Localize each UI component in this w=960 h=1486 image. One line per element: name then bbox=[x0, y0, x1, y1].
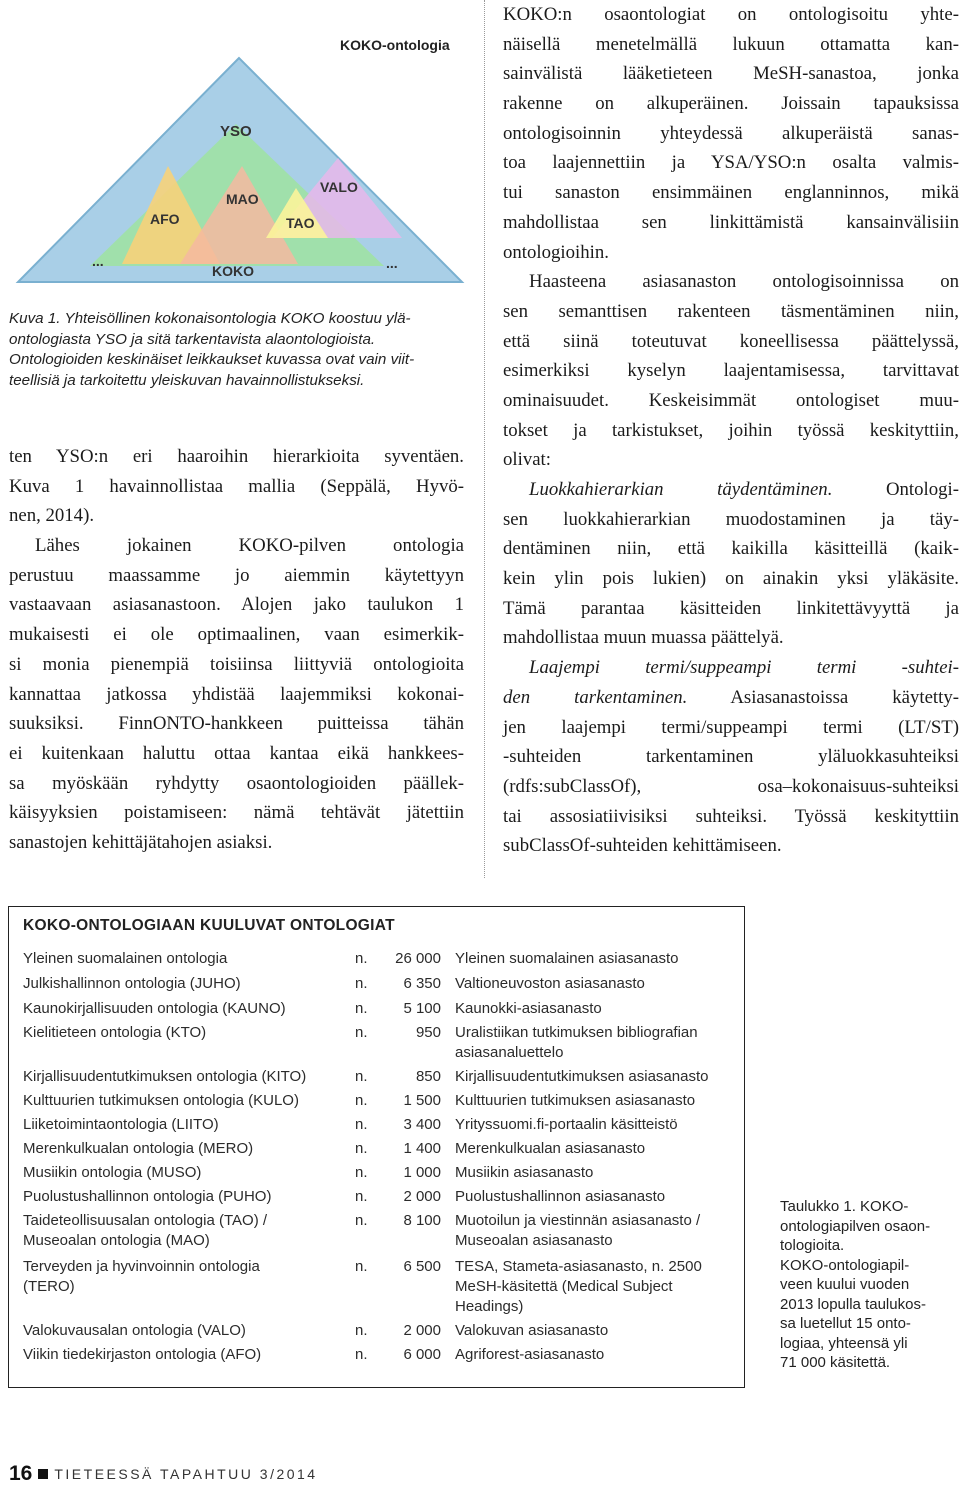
count-value: 2 000 bbox=[403, 1322, 441, 1339]
label-yso: YSO bbox=[220, 123, 252, 140]
text-line: näisellä menetelmällä lukuun ottamatta kan- bbox=[503, 33, 959, 55]
count-prefix: n. bbox=[355, 1068, 368, 1085]
page-number: 16 bbox=[9, 1462, 33, 1485]
source-vocabulary-line: Kirjallisuudentutkimuksen asiasanasto bbox=[455, 1068, 709, 1085]
source-vocabulary bbox=[455, 1091, 740, 1111]
ontology-name-line: Valokuvausalan ontologia (VALO) bbox=[23, 1322, 246, 1339]
ontology-name bbox=[23, 1067, 343, 1087]
caption-line: 2013 lopulla taulukos- bbox=[780, 1295, 926, 1313]
count-value: 3 400 bbox=[403, 1116, 441, 1133]
text-line: (rdfs:subClassOf), osa–kokonaisuus-suhteiksi bbox=[503, 775, 959, 797]
label-dots-right: ... bbox=[386, 255, 398, 271]
text-line: tai assosiatiivisiksi suhteiksi. Työssä keskityttiin bbox=[503, 805, 959, 827]
text-line: tokset ja tarkistukset, joihin työssä keskityttiin, bbox=[503, 419, 959, 441]
text-line: sanastojen kehittäjätahojen asiaksi. bbox=[9, 831, 273, 853]
figure-caption bbox=[9, 309, 471, 391]
italic-heading: Luokkahierarkian täydentäminen. bbox=[529, 479, 833, 500]
source-vocabulary-line: Uralistiikan tutkimuksen bibliografian bbox=[455, 1024, 698, 1041]
count-value: 6 350 bbox=[403, 975, 441, 992]
ontology-name bbox=[23, 974, 343, 994]
italic-heading: den tarkentaminen. bbox=[503, 686, 688, 708]
text-line: sen luokkahierarkian muodostaminen ja täy- bbox=[503, 508, 959, 530]
source-vocabulary-line: Kulttuurien tutkimuksen asiasanasto bbox=[455, 1092, 696, 1109]
text-line: suuksiksi. FinnONTO-hankkeen puitteissa tähän bbox=[9, 713, 464, 735]
journal-name: TIETEESSÄ TAPAHTUU 3/2014 bbox=[54, 1466, 318, 1482]
ontology-name-line: Kirjallisuudentutkimuksen ontologia (KITO) bbox=[23, 1068, 307, 1085]
text-line: tui sanaston ensimmäinen englanninnos, mikä bbox=[503, 182, 959, 204]
text-line: Tämä parantaa käsitteiden linkitettävyyttä ja bbox=[503, 597, 959, 619]
caption-line: sa luetellut 15 onto- bbox=[780, 1315, 911, 1332]
ontology-name-line: Museoalan ontologia (MAO) bbox=[23, 1232, 210, 1249]
count-value: 950 bbox=[415, 1024, 441, 1041]
source-vocabulary-line: Merenkulkualan asiasanasto bbox=[455, 1140, 646, 1157]
ontology-name-line: Kaunokirjallisuuden ontologia (KAUNO) bbox=[23, 1000, 286, 1017]
text-line: esimerkiksi kyselyn laajentamisessa, tarvittavat bbox=[503, 360, 959, 382]
caption-line: teellisiä ja tarkoitettu yleiskuvan havainnollistukseksi. bbox=[9, 371, 365, 389]
text-line: sainvälistä lääketieteen MeSH-sanastoa, jonka bbox=[503, 63, 959, 85]
text-line: -suhteiden tarkentaminen yläluokkasuhteiksi bbox=[503, 746, 959, 768]
count-prefix: n. bbox=[355, 1164, 368, 1181]
count-value: 6 000 bbox=[403, 1346, 441, 1363]
count-prefix: n. bbox=[355, 1116, 368, 1133]
source-vocabulary bbox=[455, 974, 740, 994]
text-line: perustuu maassamme jo aiemmin käytettyyn bbox=[9, 564, 464, 586]
ontology-name bbox=[23, 1211, 343, 1251]
ontology-name-line: (TERO) bbox=[23, 1278, 75, 1295]
count-prefix: n. bbox=[355, 1346, 368, 1363]
column-divider bbox=[484, 0, 486, 878]
count-value: 1 500 bbox=[403, 1092, 441, 1109]
ontology-name bbox=[23, 1257, 343, 1297]
source-vocabulary bbox=[455, 1163, 740, 1183]
label-valo: VALO bbox=[320, 179, 358, 195]
count-value: 26 000 bbox=[395, 950, 441, 967]
text-line: Lähes jokainen KOKO-pilven ontologia bbox=[35, 535, 464, 557]
text-line bbox=[503, 653, 959, 683]
text-line: sa myöskään ryhdytty osaontologioiden päällek- bbox=[9, 772, 464, 794]
caption-line: 71 000 käsitettä. bbox=[780, 1354, 891, 1371]
count-value: 5 100 bbox=[403, 1000, 441, 1017]
caption-line: veen kuului vuoden bbox=[780, 1276, 910, 1293]
text-line: rakenne on alkuperäinen. Joissain tapauksissa bbox=[503, 93, 959, 115]
count-prefix: n. bbox=[355, 950, 368, 967]
text-line: olivat: bbox=[503, 449, 551, 471]
count-value: 850 bbox=[415, 1068, 441, 1085]
source-vocabulary-line: Kaunokki-asiasanasto bbox=[455, 1000, 602, 1017]
text-line: jen laajempi termi/suppeampi termi (LT/ST) bbox=[503, 716, 959, 738]
caption-line: logiaa, yhteensä yli bbox=[780, 1334, 908, 1352]
ontology-name-line: Viikin tiedekirjaston ontologia (AFO) bbox=[23, 1346, 262, 1363]
source-vocabulary bbox=[455, 1139, 740, 1159]
text-line: käisyyksien poistamiseen: nämä tehtävät jätettiin bbox=[9, 802, 464, 824]
source-vocabulary bbox=[455, 1321, 740, 1341]
count-value: 6 500 bbox=[403, 1258, 441, 1275]
source-vocabulary-line: Agriforest-asiasanasto bbox=[455, 1346, 605, 1363]
left-column-text bbox=[9, 442, 464, 858]
count-prefix: n. bbox=[355, 1024, 368, 1041]
text-line: toa laajennettiin ja YSA/YSO:n osalta valmis- bbox=[503, 152, 959, 174]
ontology-name-line: Kulttuurien tutkimuksen ontologia (KULO) bbox=[23, 1092, 299, 1109]
source-vocabulary-line: Yrityssuomi.fi-portaalin käsitteistö bbox=[455, 1116, 678, 1133]
ontology-name-line: Merenkulkualan ontologia (MERO) bbox=[23, 1140, 254, 1157]
text-line: kein ylin pois lukien) on ainakin yksi yläkäsite. bbox=[503, 568, 959, 590]
ontology-name bbox=[23, 1091, 343, 1111]
text-line: KOKO:n osaontologiat on ontologisoitu yhte- bbox=[503, 4, 959, 25]
square-bullet-icon bbox=[38, 1469, 48, 1479]
ontology-name bbox=[23, 999, 343, 1019]
text-line: ontologioihin. bbox=[503, 241, 609, 263]
text-run: Asiasanastoissa käytetty- bbox=[687, 686, 960, 708]
caption-line: Kuva 1. Yhteisöllinen kokonaisontologia KOKO koostuu ylä- bbox=[9, 310, 411, 327]
source-vocabulary bbox=[455, 1345, 740, 1365]
table-title: KOKO-ONTOLOGIAAN KUULUVAT ONTOLOGIAT bbox=[23, 917, 395, 934]
label-dots-left: ... bbox=[92, 253, 104, 269]
text-line: dentäminen niin, että kaikilla käsitteillä (kaik- bbox=[503, 538, 959, 560]
text-line: Haasteena asiasanaston ontologisoinnissa on bbox=[529, 271, 959, 293]
source-vocabulary-line: asiasanaluettelo bbox=[455, 1044, 564, 1061]
count-prefix: n. bbox=[355, 1092, 368, 1109]
label-afo: AFO bbox=[150, 211, 180, 227]
source-vocabulary bbox=[455, 949, 740, 969]
label-koko-ontologia: KOKO-ontologia bbox=[340, 37, 450, 53]
caption-line: tologioita. bbox=[780, 1237, 845, 1254]
koko-ontology-figure bbox=[10, 6, 468, 290]
source-vocabulary bbox=[455, 999, 740, 1019]
text-line: ten YSO:n eri haaroihin hierarkioita syventäen. bbox=[9, 446, 464, 467]
count-prefix: n. bbox=[355, 975, 368, 992]
text-line: ei kuitenkaan haluttu ottaa kantaa eikä hankkees- bbox=[9, 742, 464, 764]
text-line: si monia pienempiä toisiinsa liittyviä ontologioita bbox=[9, 653, 464, 675]
text-line bbox=[503, 683, 959, 713]
count-prefix: n. bbox=[355, 1212, 368, 1229]
source-vocabulary-line: MeSH-käsitettä (Medical Subject bbox=[455, 1278, 673, 1295]
caption-line: KOKO-ontologiapil- bbox=[780, 1256, 910, 1274]
text-line: vastaavaan asiasanastoon. Alojen jako taulukon 1 bbox=[9, 594, 464, 616]
italic-heading: Laajempi termi/suppeampi termi -suhtei- bbox=[529, 657, 959, 679]
text-line: mahdollistaa sen linkittämistä kansainvälisiin bbox=[503, 211, 959, 233]
text-line: nen, 2014). bbox=[9, 505, 95, 527]
text-line: Kuva 1 havainnollistaa mallia (Seppälä, Hyvö- bbox=[9, 475, 464, 497]
ontology-table bbox=[8, 906, 745, 1388]
caption-line: ontologiapilven osaon- bbox=[780, 1217, 931, 1235]
text-line: ominaisuudet. Keskeisimmät ontologiset muu- bbox=[503, 389, 959, 411]
source-vocabulary-line: TESA, Stameta-asiasanasto, n. 2500 bbox=[455, 1258, 702, 1275]
source-vocabulary-line: Puolustushallinnon asiasanasto bbox=[455, 1188, 666, 1205]
ontology-name-line: Taideteollisuusalan ontologia (TAO) / bbox=[23, 1212, 268, 1229]
count-prefix: n. bbox=[355, 1188, 368, 1205]
label-tao: TAO bbox=[286, 215, 315, 231]
ontology-name-line: Puolustushallinnon ontologia (PUHO) bbox=[23, 1188, 272, 1205]
right-column-text bbox=[503, 0, 959, 861]
caption-line: Taulukko 1. KOKO- bbox=[780, 1198, 909, 1215]
count-value: 1 000 bbox=[403, 1164, 441, 1181]
text-line: että siinä toteutuvat koneellisessa päättelyssä, bbox=[503, 330, 959, 352]
caption-line: ontologiasta YSO ja sitä tarkentavista alaontologioista. bbox=[9, 330, 376, 348]
caption-line: Ontologioiden keskinäiset leikkaukset kuvassa ovat vain viit- bbox=[9, 351, 415, 368]
ontology-name bbox=[23, 1187, 343, 1207]
ontology-name bbox=[23, 1163, 343, 1183]
text-line: subClassOf-suhteiden kehittämiseen. bbox=[503, 835, 782, 857]
ontology-name-line: Liiketoimintaontologia (LIITO) bbox=[23, 1116, 219, 1133]
ontology-name-line: Terveyden ja hyvinvoinnin ontologia bbox=[23, 1258, 260, 1275]
text-line: mahdollistaa muun muassa päättelyä. bbox=[503, 627, 784, 649]
ontology-name bbox=[23, 1321, 343, 1341]
count-prefix: n. bbox=[355, 1140, 368, 1157]
page-footer bbox=[9, 1462, 318, 1486]
label-mao: MAO bbox=[226, 191, 259, 207]
ontology-name bbox=[23, 1345, 343, 1365]
ontology-name-line: Yleinen suomalainen ontologia bbox=[23, 950, 228, 967]
count-prefix: n. bbox=[355, 1258, 368, 1275]
source-vocabulary bbox=[455, 1211, 740, 1251]
source-vocabulary-line: Valokuvan asiasanasto bbox=[455, 1322, 609, 1339]
ontology-name bbox=[23, 1023, 343, 1043]
ontology-name-line: Kielitieteen ontologia (KTO) bbox=[23, 1024, 207, 1041]
source-vocabulary-line: Yleinen suomalainen asiasanasto bbox=[455, 950, 679, 967]
text-line: mukaisesti ei ole optimaalinen, vaan esimerkik- bbox=[9, 624, 464, 646]
count-prefix: n. bbox=[355, 1000, 368, 1017]
source-vocabulary-line: Headings) bbox=[455, 1298, 524, 1315]
source-vocabulary-line: Musiikin asiasanasto bbox=[455, 1164, 594, 1181]
source-vocabulary bbox=[455, 1187, 740, 1207]
source-vocabulary bbox=[455, 1115, 740, 1135]
ontology-name-line: Musiikin ontologia (MUSO) bbox=[23, 1164, 202, 1181]
count-value: 1 400 bbox=[403, 1140, 441, 1157]
text-line bbox=[503, 475, 959, 505]
count-value: 8 100 bbox=[403, 1212, 441, 1229]
ontology-name bbox=[23, 1139, 343, 1159]
ontology-name bbox=[23, 1115, 343, 1135]
text-line: ontologisoinnin yhteydessä alkuperäistä sanas- bbox=[503, 122, 959, 144]
source-vocabulary-line: Museoalan asiasanasto bbox=[455, 1232, 613, 1249]
source-vocabulary bbox=[455, 1257, 740, 1317]
text-run: Ontologi- bbox=[832, 479, 959, 500]
table-caption bbox=[780, 1197, 958, 1373]
text-line: sen semanttisen rakenteen täsmentäminen niin, bbox=[503, 300, 959, 322]
count-value: 2 000 bbox=[403, 1188, 441, 1205]
source-vocabulary bbox=[455, 1067, 740, 1087]
source-vocabulary-line: Valtioneuvoston asiasanasto bbox=[455, 975, 645, 992]
source-vocabulary bbox=[455, 1023, 740, 1063]
ontology-name-line: Julkishallinnon ontologia (JUHO) bbox=[23, 975, 241, 992]
text-line: kannattaa jatkossa yhdistää laajemmiksi kokonai- bbox=[9, 683, 464, 705]
ontology-name bbox=[23, 949, 343, 969]
label-koko: KOKO bbox=[212, 263, 254, 279]
count-prefix: n. bbox=[355, 1322, 368, 1339]
source-vocabulary-line: Muotoilun ja viestinnän asiasanasto / bbox=[455, 1212, 701, 1229]
